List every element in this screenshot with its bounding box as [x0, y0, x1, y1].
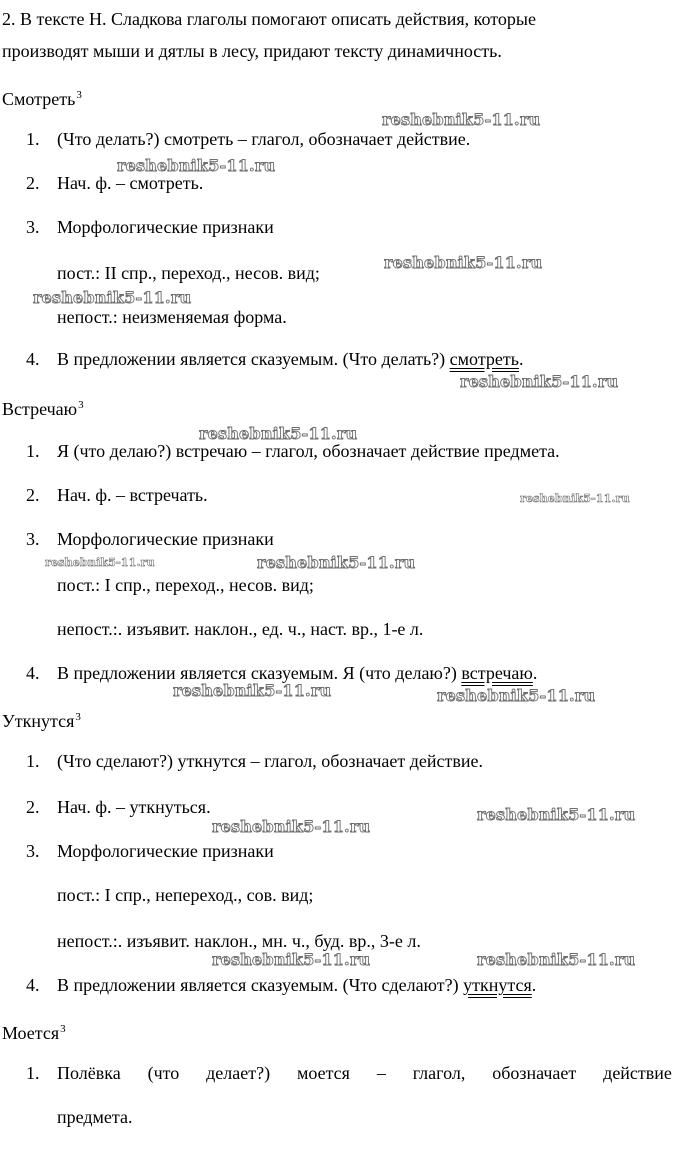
watermark: reshebnik5-11.ru — [382, 110, 541, 129]
watermark: reshebnik5-11.ru — [520, 492, 630, 505]
watermark: reshebnik5-11.ru — [173, 681, 332, 700]
intro-line-2: производят мыши и дятлы в лесу, придают тексту динамичность. — [2, 41, 502, 61]
watermark: reshebnik5-11.ru — [460, 372, 619, 391]
watermark: reshebnik5-11.ru — [477, 950, 636, 969]
intro-line-1: 2. В тексте Н. Сладкова глаголы помогают описать действия, которые — [2, 9, 536, 29]
watermark: reshebnik5-11.ru — [384, 253, 543, 272]
watermark: reshebnik5-11.ru — [212, 950, 371, 969]
watermark: reshebnik5-11.ru — [33, 288, 192, 307]
watermark: reshebnik5-11.ru — [199, 424, 358, 443]
watermark: reshebnik5-11.ru — [45, 556, 155, 569]
justified-line: Полёвка (что делает?) моется – глагол, обозначает действие — [57, 1063, 672, 1083]
section-heading: Встречаю$^3$ — [2, 399, 84, 419]
watermark: reshebnik5-11.ru — [257, 553, 416, 572]
watermark: reshebnik5-11.ru — [477, 805, 636, 824]
section-heading: Моется$^3$ — [2, 1023, 66, 1043]
section-heading: Уткнутся$^3$ — [2, 711, 81, 731]
watermark: reshebnik5-11.ru — [437, 686, 596, 705]
watermark: reshebnik5-11.ru — [117, 156, 276, 175]
watermark: reshebnik5-11.ru — [212, 817, 371, 836]
section-heading: Смотреть$^3$ — [2, 89, 82, 109]
